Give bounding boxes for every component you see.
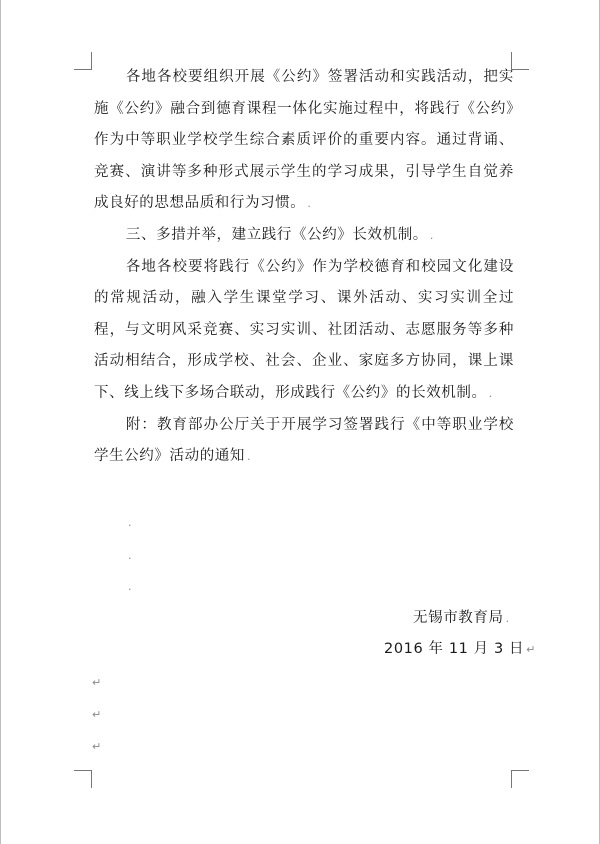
signature-organization-text: 无锡市教育局 — [413, 610, 504, 626]
paragraph-mark: . — [505, 612, 510, 625]
empty-paragraph-mark: ↵ — [92, 740, 102, 753]
signature-organization — [413, 606, 510, 627]
empty-paragraph-mark: . — [128, 549, 132, 562]
signature-date — [384, 637, 536, 658]
paragraph-text: 附：教育部办公厅关于开展学习签署践行《中等职业学校学生公约》活动的通知 — [94, 416, 514, 465]
paragraph-mechanism — [94, 252, 514, 410]
paragraph-mark: . — [307, 197, 312, 211]
paragraph-text: 各地各校要组织开展《公约》签署活动和实践活动，把实施《公约》融合到德育课程一体化实施过程中，将践行《公约》作为中等职业学校学生综合素质评价的重要内容。通过背诵、竞赛、演讲等多种形式展示学生的学习成果，引导学生自觉养成良好的思想品质和行为习惯。 — [94, 69, 514, 212]
empty-paragraph-mark: ↵ — [92, 676, 102, 689]
paragraph-mark: . — [247, 450, 252, 464]
margin-corner-bottom-left — [74, 770, 92, 788]
margin-corner-bottom-right — [511, 770, 529, 788]
paragraph-mark: ↵ — [526, 643, 536, 656]
empty-paragraph-mark: ↵ — [92, 708, 102, 721]
empty-paragraph-mark: . — [128, 516, 132, 529]
empty-paragraph-mark: . — [128, 580, 132, 593]
paragraph-activities — [94, 62, 514, 220]
margin-corner-top-left — [74, 52, 92, 70]
document-body[interactable] — [94, 62, 514, 473]
paragraph-mark: . — [429, 228, 434, 242]
paragraph-heading-three — [94, 220, 514, 252]
paragraph-attachment — [94, 410, 514, 473]
signature-date-text: 2016 年 11 月 3 日 — [384, 641, 525, 657]
paragraph-text: 三、多措并举，建立践行《公约》长效机制。 — [125, 226, 428, 243]
paragraph-mark: . — [488, 386, 493, 400]
paragraph-text: 各地各校要将践行《公约》作为学校德育和校园文化建设的常规活动，融入学生课堂学习、课外活动、实习实训全过程，与文明风采竞赛、实习实训、社团活动、志愿服务等多种活动相结合，形成学校、社会、企业、家庭多方协同，课上课下、线上线下多场合联动，形成践行《公约》的长效机制。 — [94, 258, 514, 401]
